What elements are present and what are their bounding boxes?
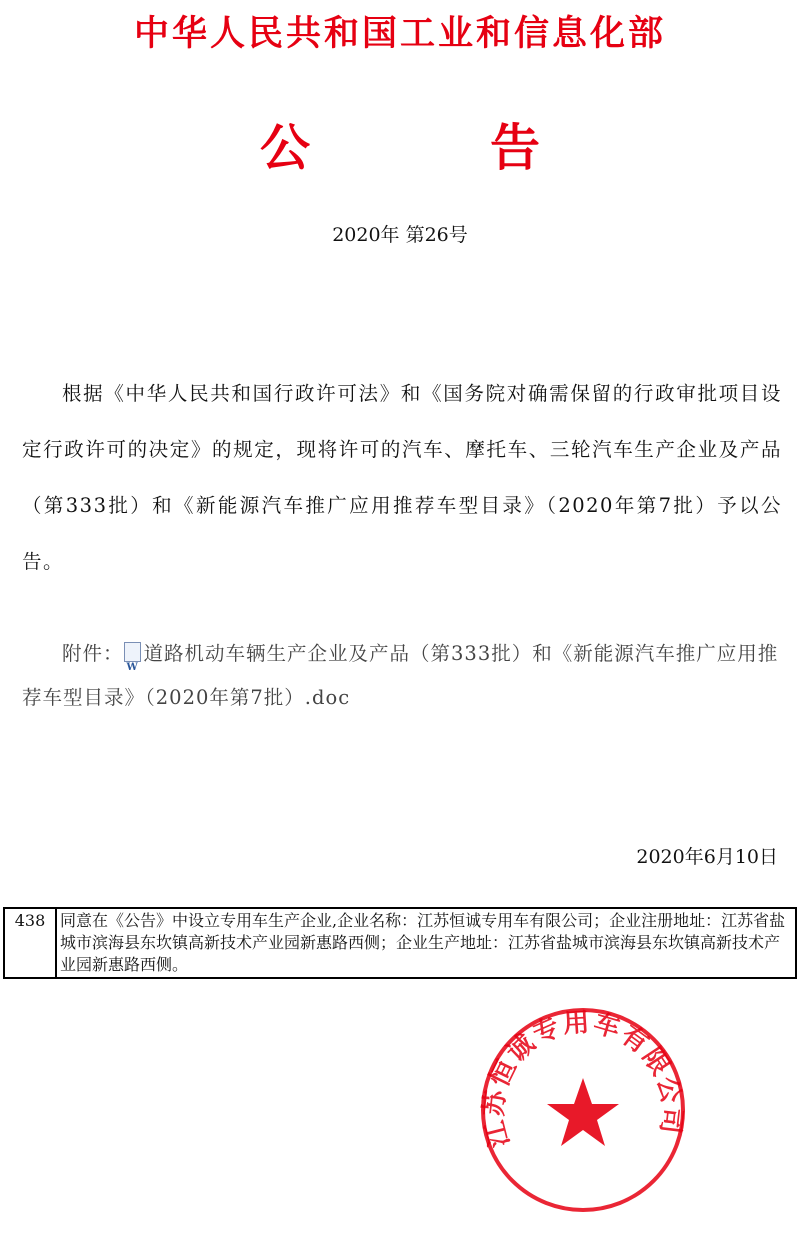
heading-char-2: 告 xyxy=(490,119,540,177)
attachment-label: 附件： xyxy=(62,642,124,665)
table-row xyxy=(4,908,796,978)
svg-text:江苏恒诚专用车有限公司: 江苏恒诚专用车有限公司 xyxy=(479,1007,687,1151)
ministry-title: 中华人民共和国工业和信息化部 xyxy=(133,14,666,54)
attachment xyxy=(22,632,782,720)
company-seal xyxy=(473,1000,693,1220)
heading-char-1: 公 xyxy=(260,119,310,177)
issue-date: 2020年6月10日 xyxy=(636,846,778,868)
attachment-link[interactable]: 道路机动车辆生产企业及产品（第333批）和《新能源汽车推广应用推荐车型目录》（2020年第7批）.doc xyxy=(22,642,779,709)
announcement-heading xyxy=(0,108,800,180)
approval-table xyxy=(3,907,797,979)
word-document-icon[interactable] xyxy=(124,642,141,662)
row-content: 同意在《公告》中设立专用车生产企业,企业名称：江苏恒诚专用车有限公司；企业注册地址：江苏省盐城市滨海县东坎镇高新技术产业园新惠路西侧；企业生产地址：江苏省盐城市滨海县东坎镇高新技术产业园新惠路西侧。 xyxy=(56,908,796,978)
document-number: 2020年 第26号 xyxy=(332,224,468,246)
star-icon xyxy=(547,1078,619,1146)
body-paragraph: 根据《中华人民共和国行政许可法》和《国务院对确需保留的行政审批项目设定行政许可的决定》的规定，现将许可的汽车、摩托车、三轮汽车生产企业及产品（第333批）和《新能源汽车推广应用推荐车型目录》（2020年第7批）予以公告。 xyxy=(22,382,782,573)
row-number: 438 xyxy=(4,908,56,978)
